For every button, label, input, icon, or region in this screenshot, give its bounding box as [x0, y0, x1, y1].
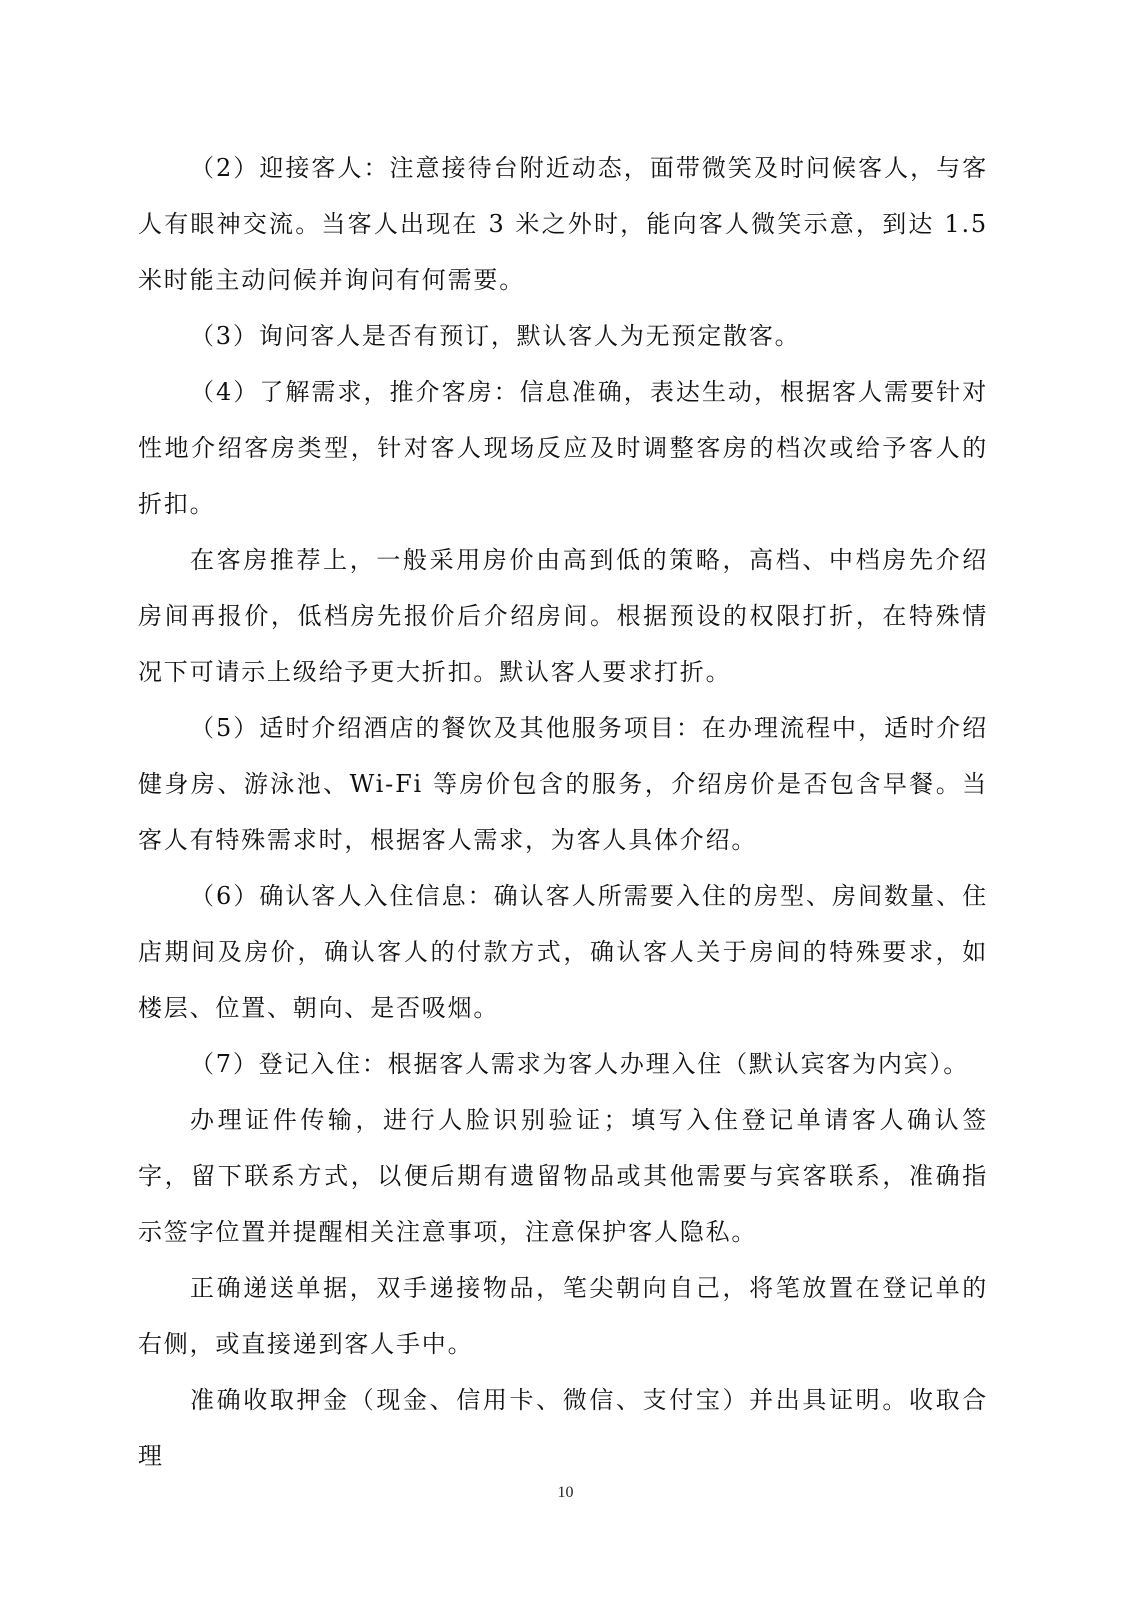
- paragraph-ask-reservation: （3）询问客人是否有预订，默认客人为无预定散客。: [190, 322, 801, 350]
- paragraph-id-verification: 办理证件传输，进行人脸识别验证；填写入住登记单请客人确认签字，留下联系方式，以便后期有遗留物品或其他需要与宾客联系，准确指示签字位置并提醒相关注意事项，注意保护客人隐私。: [138, 1106, 988, 1246]
- paragraph-greet-guest: （2）迎接客人：注意接待台附近动态，面带微笑及时问候客人，与客人有眼神交流。当客人出现在 3 米之外时，能向客人微笑示意，到达 1.5 米时能主动问候并询问有何需要。: [138, 154, 988, 294]
- document-body: [138, 140, 988, 1484]
- page-number: 10: [557, 1484, 574, 1501]
- paragraph-recommend-rooms: （4）了解需求，推介客房：信息准确，表达生动，根据客人需要针对性地介绍客房类型，针对客人现场反应及时调整客房的档次或给予客人的折扣。: [138, 378, 988, 518]
- paragraph-pricing-strategy: 在客房推荐上，一般采用房价由高到低的策略，高档、中档房先介绍房间再报价，低档房先报价后介绍房间。根据预设的权限打折，在特殊情况下可请示上级给予更大折扣。默认客人要求打折。: [138, 546, 988, 686]
- paragraph-collect-deposit: 准确收取押金（现金、信用卡、微信、支付宝）并出具证明。收取合理: [138, 1386, 988, 1470]
- paragraph-hand-over-documents: 正确递送单据，双手递接物品，笔尖朝向自己，将笔放置在登记单的右侧，或直接递到客人手中。: [138, 1274, 988, 1358]
- paragraph-introduce-services: （5）适时介绍酒店的餐饮及其他服务项目：在办理流程中，适时介绍健身房、游泳池、Wi-Fi 等房价包含的服务，介绍房价是否包含早餐。当客人有特殊需求时，根据客人需求，为客人具体介绍。: [138, 714, 988, 854]
- paragraph-confirm-checkin-info: （6）确认客人入住信息：确认客人所需要入住的房型、房间数量、住店期间及房价，确认客人的付款方式，确认客人关于房间的特殊要求，如楼层、位置、朝向、是否吸烟。: [138, 882, 988, 1022]
- paragraph-register-checkin: （7）登记入住：根据客人需求为客人办理入住（默认宾客为内宾）。: [190, 1050, 970, 1078]
